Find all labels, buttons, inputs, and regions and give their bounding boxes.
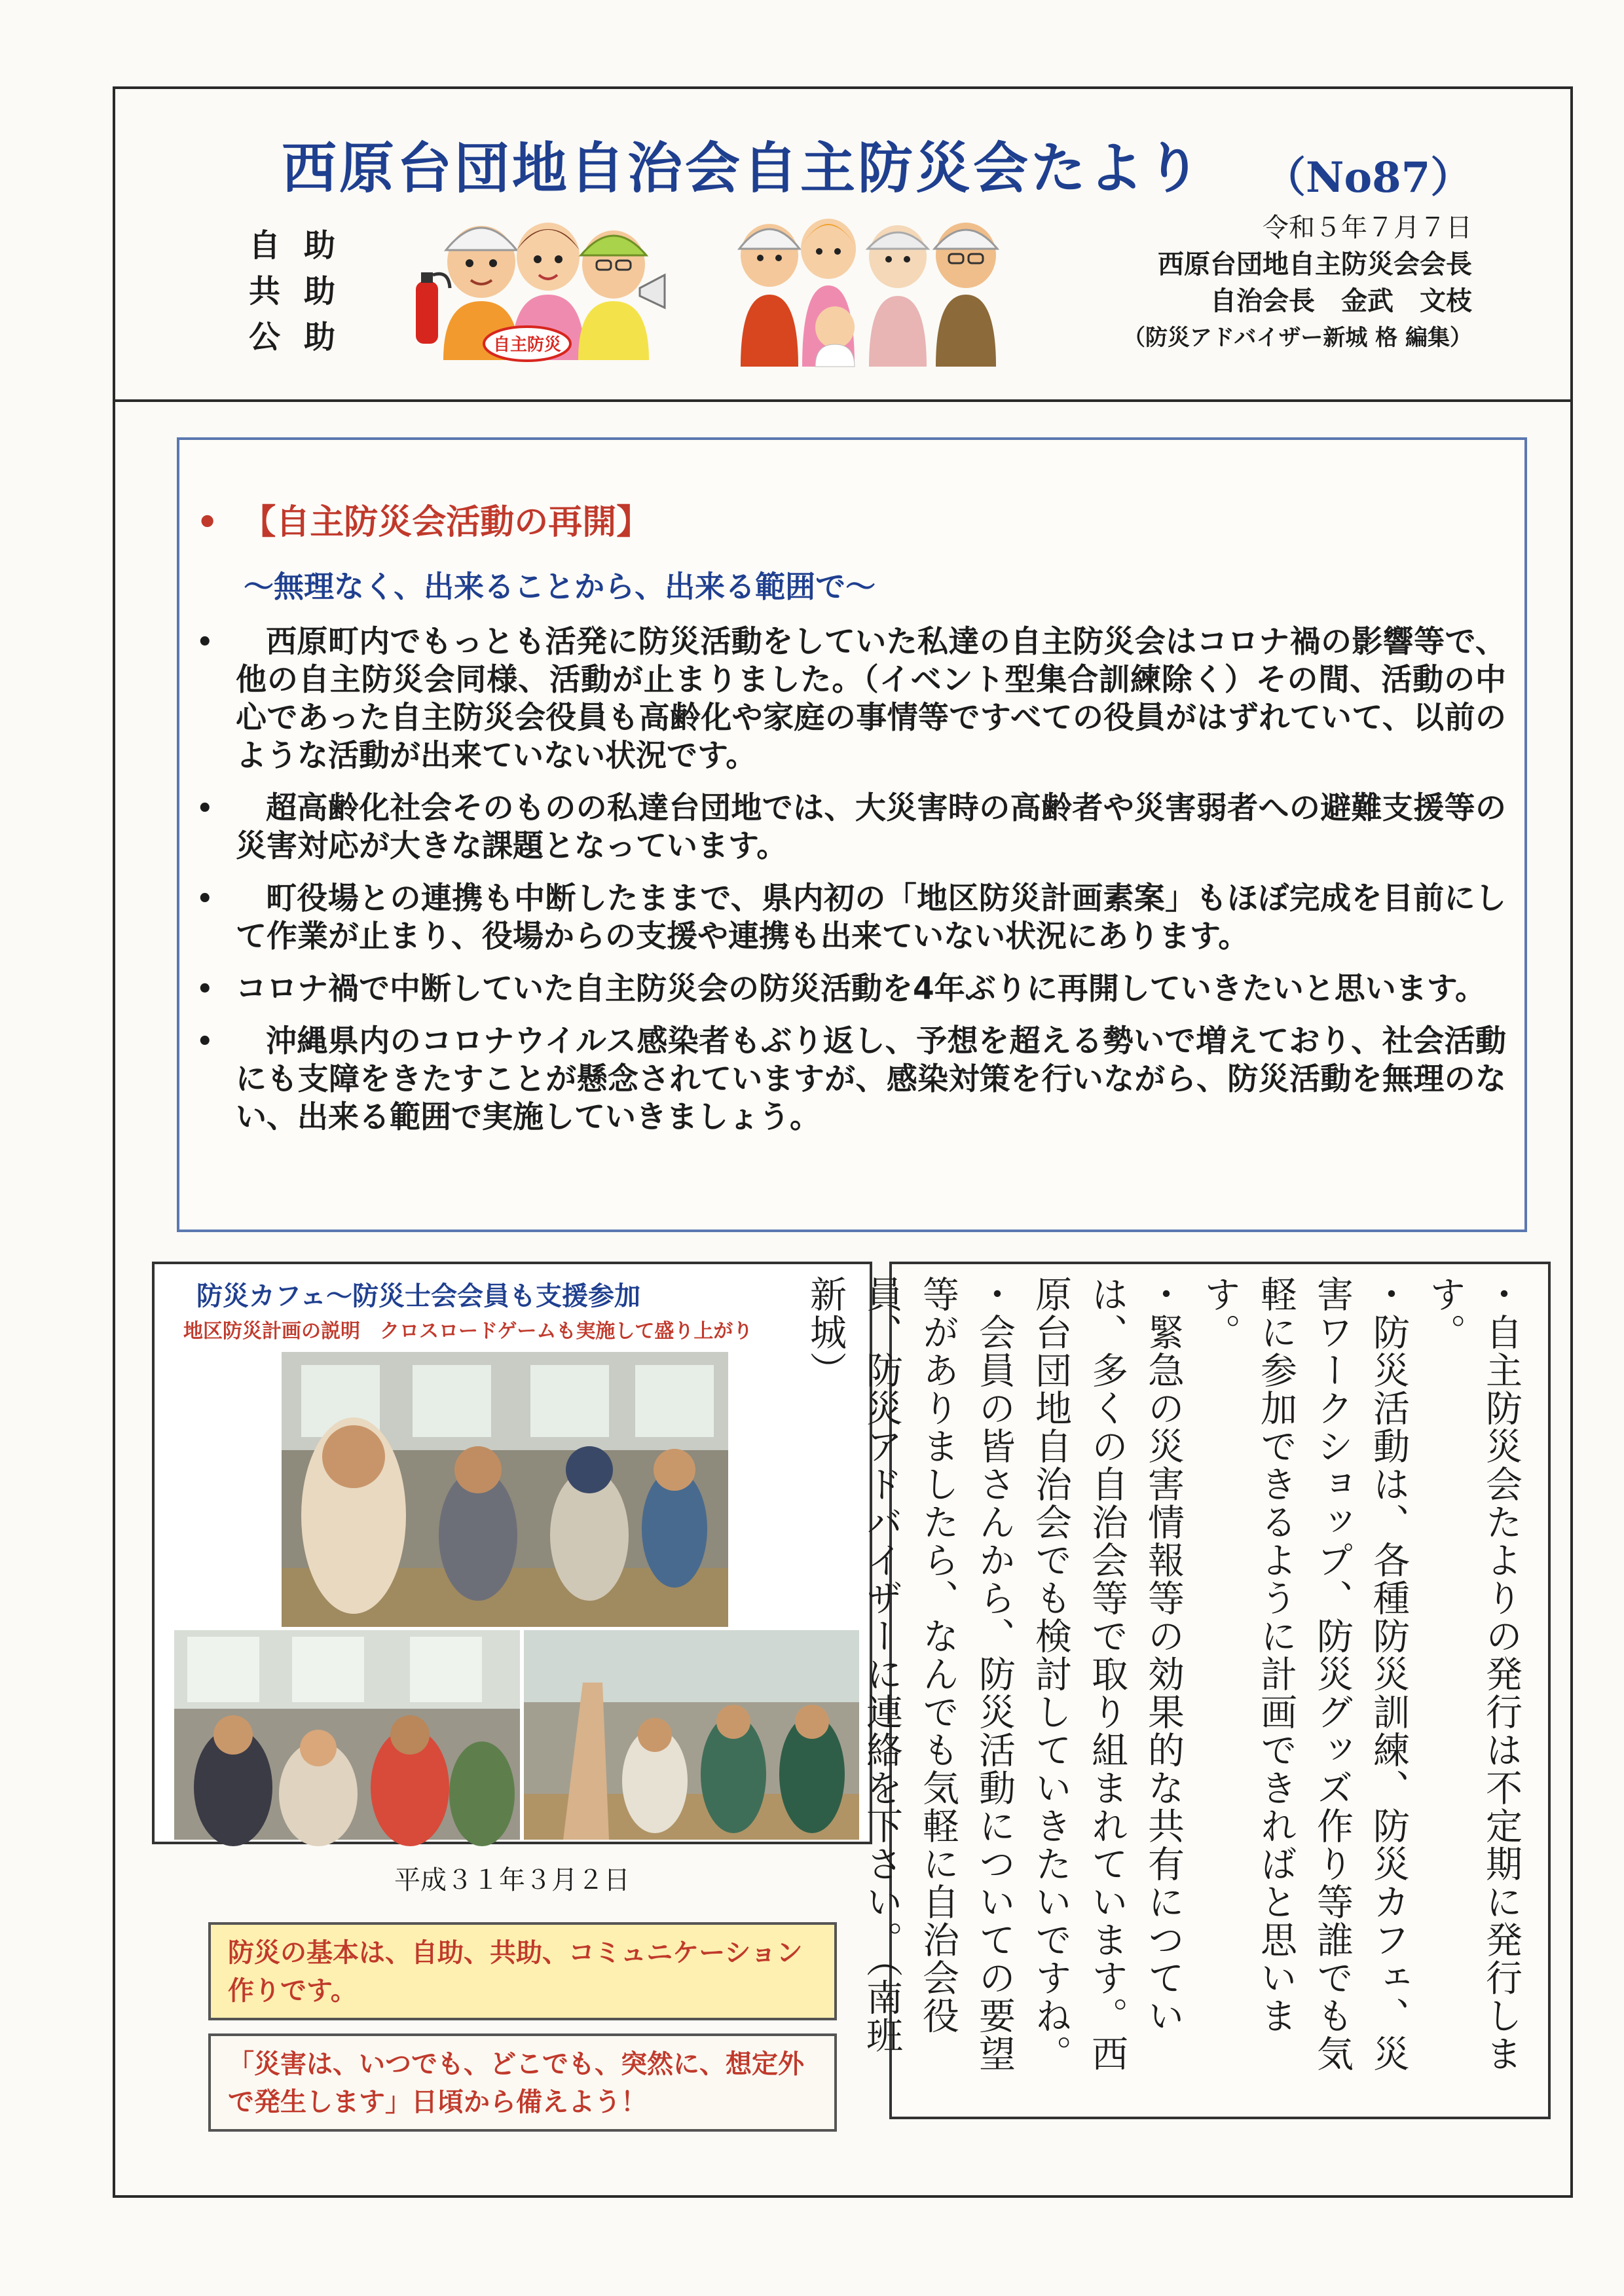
notice-heading bbox=[196, 494, 650, 543]
photo-panel-title: 防災カフェ～防災士会会員も支援参加 bbox=[196, 1281, 640, 1311]
newsletter-title: 西原台団地自治会自主防災会たより bbox=[282, 136, 1204, 200]
notice-bullet-text: コロナ禍で中断していた自主防災会の防災活動を4年ぶりに再開していきたいと思います。 bbox=[236, 971, 1486, 1007]
principles-list bbox=[249, 223, 359, 360]
principle-public-help: 公助 bbox=[249, 319, 360, 355]
column-paragraph: ・防災活動は、各種防災訓練、防災カフェ、災害ワークショップ、防災グッズ作り等誰でも気軽に参加できるように計画できればと思います。 bbox=[1198, 1275, 1410, 2073]
editor-credit: （防災アドバイザー新城 格 編集） bbox=[1123, 325, 1472, 351]
bullet-dot: • bbox=[196, 974, 213, 1004]
principle-self-help: 自助 bbox=[249, 227, 360, 264]
bullet-dot: • bbox=[196, 793, 213, 824]
bullet-dot: • bbox=[196, 884, 213, 914]
event-photo-main bbox=[282, 1352, 728, 1627]
principle-mutual-help: 共助 bbox=[249, 273, 360, 310]
organization-name: 西原台団地自主防災会会長 bbox=[1158, 249, 1472, 280]
photo-panel-subtitle: 地区防災計画の説明 クロスロードゲームも実施して盛り上がり bbox=[183, 1320, 753, 1343]
notice-bullet bbox=[196, 880, 1506, 956]
notice-bullet-text: 超高齢化社会そのものの私達台団地では、大災害時の高齢者や災害弱者への避難支援等の災害対応が大きな課題となっています。 bbox=[236, 790, 1506, 864]
self-defense-badge: 自主防災 bbox=[492, 335, 561, 355]
bullet-dot: • bbox=[196, 627, 213, 657]
column-paragraph: ・自主防災会たよりの発行は不定期に発行します。 bbox=[1424, 1275, 1522, 2073]
column-paragraph: ・緊急の災害情報等の効果的な共有につていは、多くの自治会等で取り組まれています。西原台団地自治会でも検討していきたいですね。 bbox=[1029, 1275, 1185, 2073]
header-meta bbox=[1123, 210, 1472, 356]
callout-basics: 防災の基本は、自助、共助、コミュニケーション作りです。 bbox=[208, 1922, 837, 2020]
heading-bullet: • bbox=[196, 503, 219, 542]
issue-number: （No87） bbox=[1264, 153, 1473, 202]
chairman-name: 自治会長 金武 文枝 bbox=[1210, 286, 1472, 316]
notice-subheading: ～無理なく、出来ることから、出来る範囲で～ bbox=[244, 569, 876, 604]
notice-bullet-list bbox=[196, 623, 1506, 1151]
notice-heading-text: 【自主防災会活動の再開】 bbox=[242, 503, 651, 542]
photo-caption-date: 平成３１年３月２日 bbox=[394, 1865, 630, 1895]
callout-disaster-warning: 「災害は、いつでも、どこでも、突然に、想定外で発生します」日頃から備えよう！ bbox=[208, 2033, 837, 2132]
event-photo-left bbox=[174, 1630, 520, 1840]
bullet-dot: • bbox=[196, 1027, 213, 1057]
vertical-column-text bbox=[804, 1275, 1529, 2107]
notice-bullet-text: 町役場との連携も中断したままで、県内初の「地区防災計画素案」もほぼ完成を目前にして作業が止まり、役場からの支援や連携も出来ていない状況にあります。 bbox=[236, 881, 1506, 955]
issue-date: 令和５年７月７日 bbox=[1263, 213, 1472, 243]
notice-bullet bbox=[196, 1023, 1506, 1137]
notice-bullet-text: 西原町内でもっとも活発に防災活動をしていた私達の自主防災会はコロナ禍の影響等で、他の自主防災会同様、活動が止まりました。（イベント型集合訓練除く）その間、活動の中心であった自主防災会役員も高齢化や家庭の事情等ですべての役員がはずれていて、以前のような活動が出来ていない状況です。 bbox=[236, 624, 1506, 774]
column-paragraph: ・会員の皆さんから、防災活動についての要望等がありましたら、なんでも気軽に自治会役員、防災アドバイザーに連絡を下さい。（南班 新城） bbox=[804, 1275, 1016, 2092]
notice-bullet bbox=[196, 790, 1506, 866]
notice-bullet bbox=[196, 970, 1506, 1008]
notice-bullet-text: 沖縄県内のコロナウイルス感染者もぶり返し、予想を超える勢いで増えており、社会活動にも支障をきたすことが懸念されていますが、感染対策を行いながら、防災活動を無理のない、出来る範囲で実施していきましょう。 bbox=[236, 1023, 1506, 1135]
notice-bullet bbox=[196, 623, 1506, 775]
family-illustration bbox=[730, 203, 1025, 370]
